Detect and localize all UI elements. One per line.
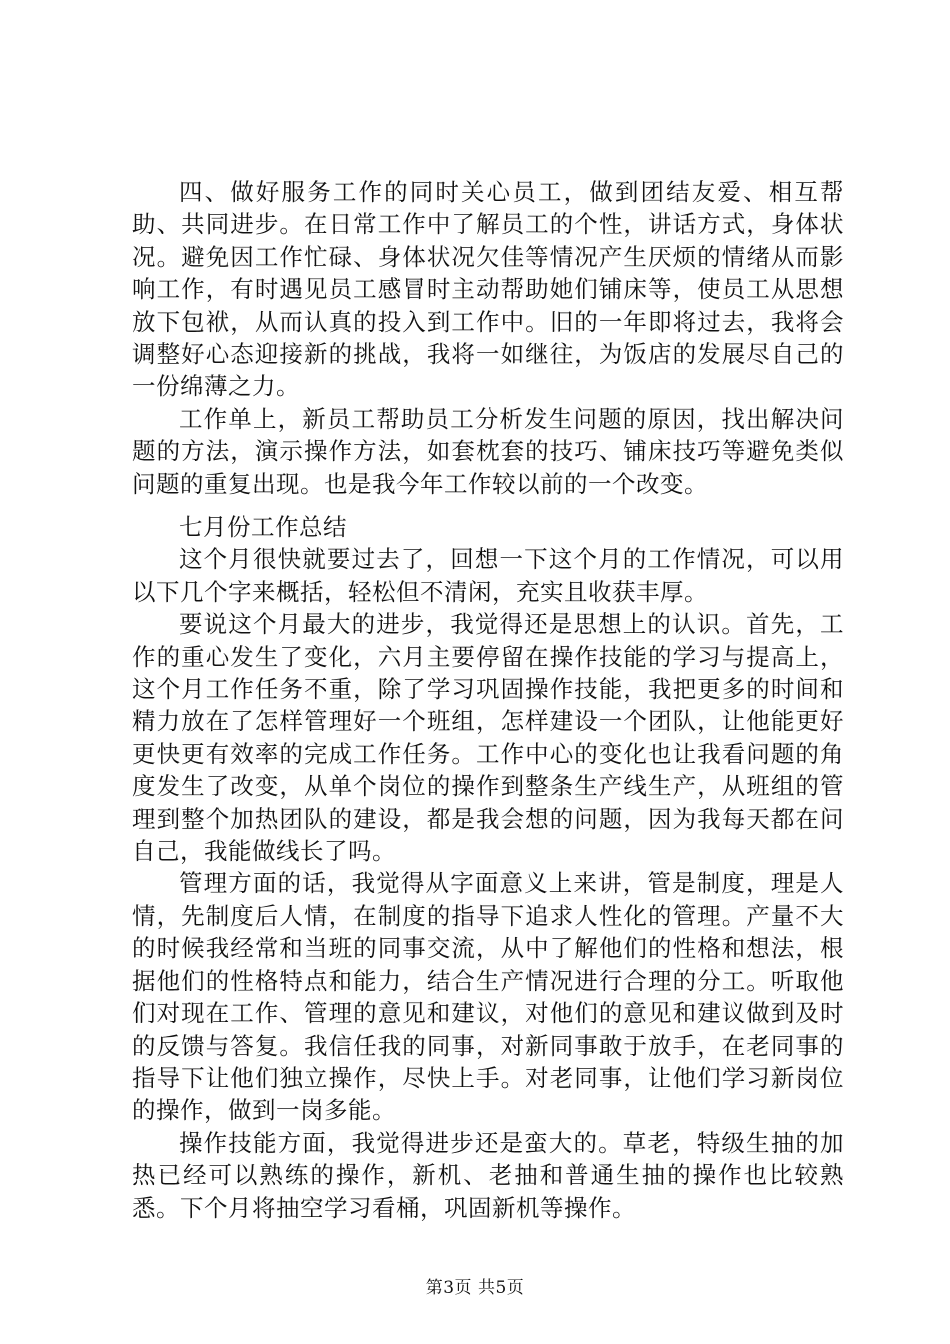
paragraph: 工作单上，新员工帮助员工分析发生问题的原因，找出解决问题的方法，演示操作方法，如套枕套的技巧、铺床技巧等避免类似问题的重复出现。也是我今年工作较以前的一个改变。 bbox=[132, 404, 844, 498]
section-previous-summary bbox=[132, 176, 844, 500]
paragraph: 这个月很快就要过去了，回想一下这个月的工作情况，可以用以下几个字来概括，轻松但不清闲，充实且收获丰厚。 bbox=[132, 545, 844, 606]
paragraph: 管理方面的话，我觉得从字面意义上来讲，管是制度，理是人情，先制度后人情，在制度的指导下追求人性化的管理。产量不大的时候我经常和当班的同事交流，从中了解他们的性格和想法，根据他们的性格特点和能力，结合生产情况进行合理的分工。听取他们对现在工作、管理的意见和建议，对他们的意见和建议做到及时的反馈与答复。我信任我的同事，对新同事敢于放手，在老同事的指导下让他们独立操作，尽快上手。对老同事，让他们学习新岗位的操作，做到一岗多能。 bbox=[132, 869, 844, 1125]
paragraph: 四、做好服务工作的同时关心员工，做到团结友爱、相互帮助、共同进步。在日常工作中了解员工的个性，讲话方式，身体状况。避免因工作忙碌、身体状况欠佳等情况产生厌烦的情绪从而影响工作，有时遇见员工感冒时主动帮助她们铺床等，使员工从思想放下包袱，从而认真的投入到工作中。旧的一年即将过去，我将会调整好心态迎接新的挑战，我将一如继往，为饭店的发展尽自己的一份绵薄之力。 bbox=[132, 178, 844, 401]
section-july-summary bbox=[132, 511, 844, 1224]
page-footer: 第3页 共5页 bbox=[425, 1278, 525, 1298]
paragraph: 要说这个月最大的进步，我觉得还是思想上的认识。首先，工作的重心发生了变化，六月主要停留在操作技能的学习与提高上，这个月工作任务不重，除了学习巩固操作技能，我把更多的时间和精力放在了怎样管理好一个班组，怎样建设一个团队，让他能更好更快更有效率的完成工作任务。工作中心的变化也让我看问题的角度发生了改变，从单个岗位的操作到整条生产线生产，从班组的管理到整个加热团队的建设，都是我会想的问题，因为我每天都在问自己，我能做线长了吗。 bbox=[132, 610, 844, 866]
section-title: 七月份工作总结 bbox=[179, 513, 347, 541]
paragraph: 操作技能方面，我觉得进步还是蛮大的。草老，特级生抽的加热已经可以熟练的操作，新机、老抽和普通生抽的操作也比较熟悉。下个月将抽空学习看桶，巩固新机等操作。 bbox=[132, 1128, 844, 1222]
